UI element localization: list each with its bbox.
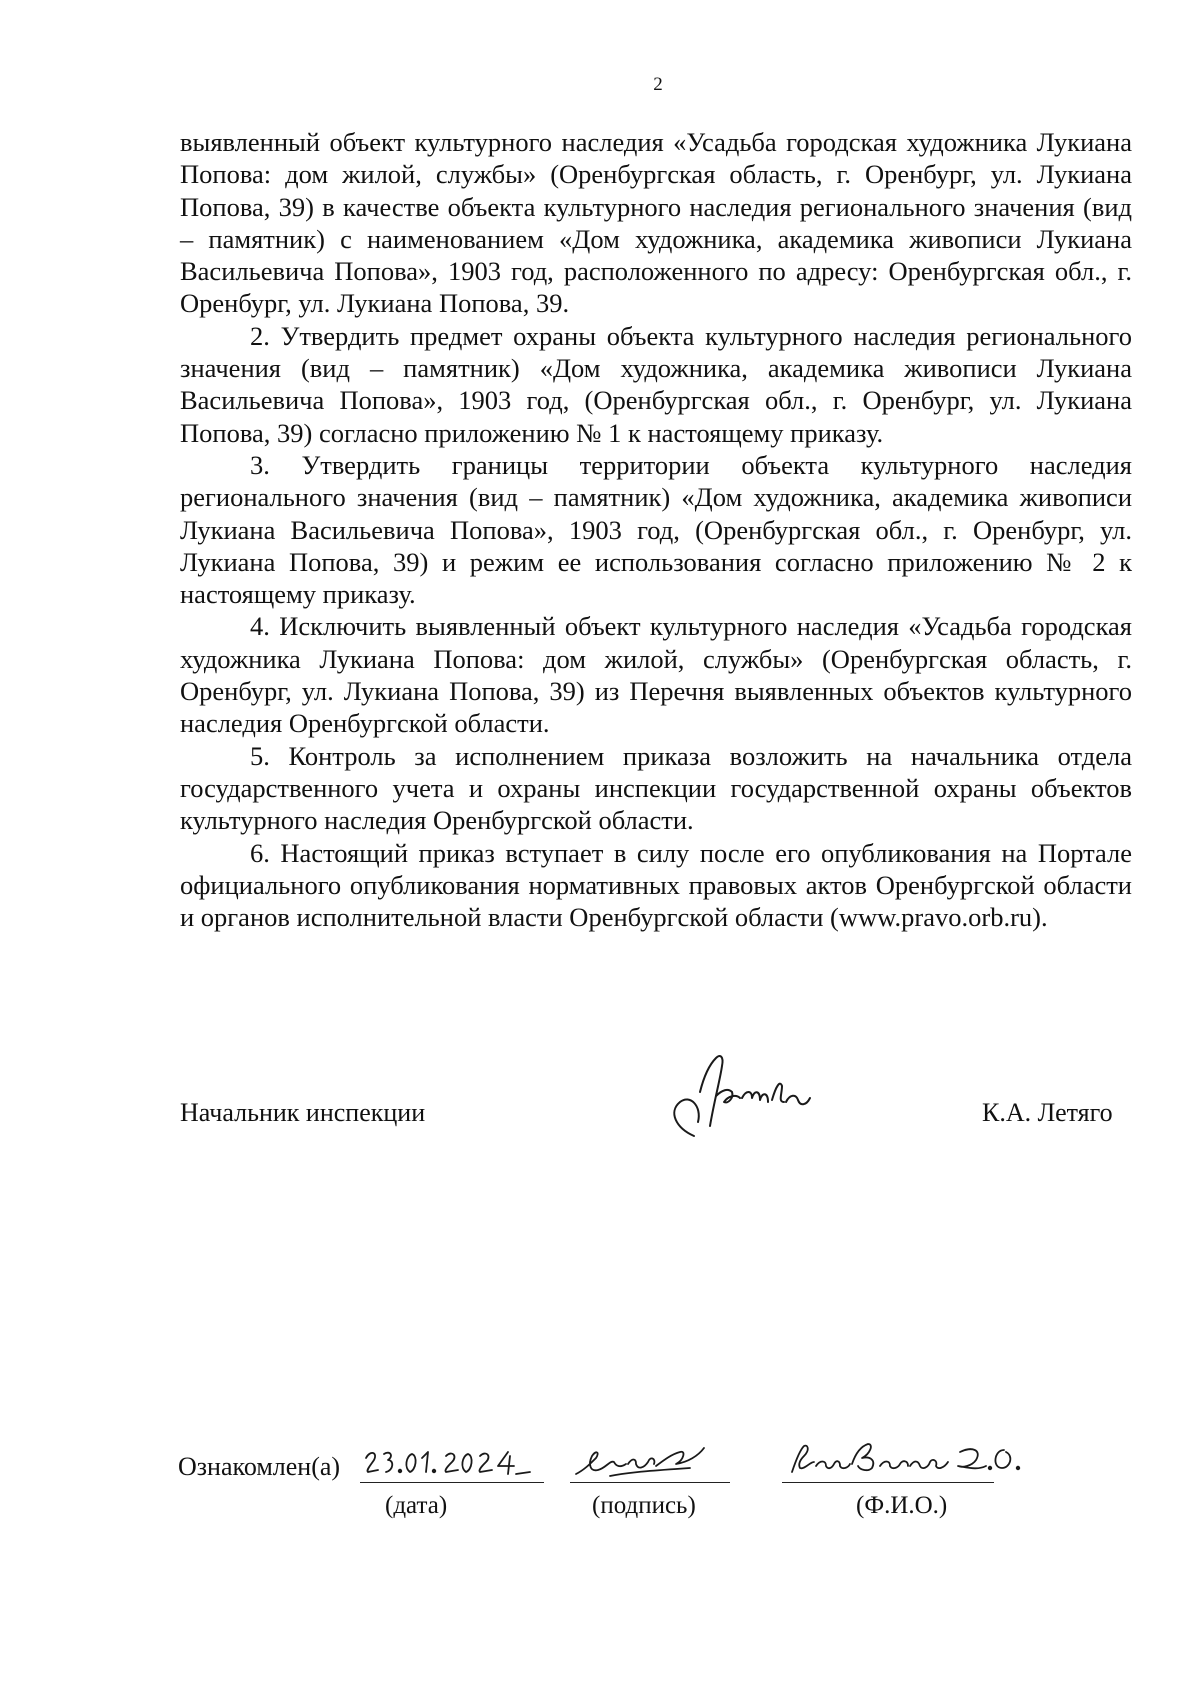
caption-full-name: (Ф.И.О.) — [856, 1492, 948, 1519]
paragraph-4: 4. Исключить выявленный объект культурного наследия «Усадьба городская художника Лукиана Попова: дом жилой, службы» (Оренбургская область, г. Оренбург, ул. Лукиана Попова, 39) из Перечня выявленных объектов культурного наследия Оренбургской области. — [180, 611, 1132, 739]
document-body — [180, 126, 1132, 933]
paragraph-3: 3. Утвердить границы территории объекта культурного наследия регионального значения (вид – памятник) «Дом художника, академика живописи Лукиана Васильевича Попова», 1903 год, (Оренбургская обл., г. Оренбург, ул. Лукиана Попова, 39) и режим ее использования согласно приложению № 2 к настоящему приказу. — [180, 449, 1132, 610]
paragraph-6: 6. Настоящий приказ вступает в силу после его опубликования на Портале официального опубликования нормативных правовых актов Оренбургской области и органов исполнительной власти Оренбургской области (www.pravo.orb.ru). — [180, 837, 1132, 933]
handwritten-signature — [650, 1040, 860, 1140]
page-number: 2 — [653, 74, 663, 95]
signature-underline — [570, 1482, 730, 1483]
paragraph-2: 2. Утвердить предмет охраны объекта культурного наследия регионального значения (вид – памятник) «Дом художника, академика живописи Лукиана Васильевича Попова», 1903 год, (Оренбургская обл., г. Оренбург, ул. Лукиана Попова, 39) согласно приложению № 1 к настоящему приказу. — [180, 320, 1132, 448]
name-underline — [782, 1482, 994, 1483]
paragraph-5: 5. Контроль за исполнением приказа возложить на начальника отдела государственного учета и охраны инспекции государственной охраны объектов культурного наследия Оренбургской области. — [180, 740, 1132, 836]
signatory-name: К.А. Летяго — [982, 1098, 1113, 1127]
paragraph-1-continuation: выявленный объект культурного наследия «Усадьба городская художника Лукиана Попова: дом жилой, службы» (Оренбургская область, г. Оренбург, ул. Лукиана Попова, 39) в качестве объекта культурного наследия регионального значения (вид – памятник) с наименованием «Дом художника, академика живописи Лукиана Васильевича Попова», 1903 год, расположенного по адресу: Оренбургская обл., г. Оренбург, ул. Лукиана Попова, 39. — [180, 127, 1132, 319]
caption-signature: (подпись) — [592, 1492, 696, 1519]
acknowledgement-label: Ознакомлен(а) — [178, 1452, 341, 1481]
caption-date: (дата) — [385, 1492, 448, 1519]
date-underline — [360, 1482, 544, 1483]
handwritten-full-name — [782, 1438, 1102, 1484]
signatory-position: Начальник инспекции — [180, 1098, 426, 1127]
handwritten-date — [362, 1446, 552, 1482]
handwritten-acknowledgement-signature — [570, 1440, 730, 1484]
